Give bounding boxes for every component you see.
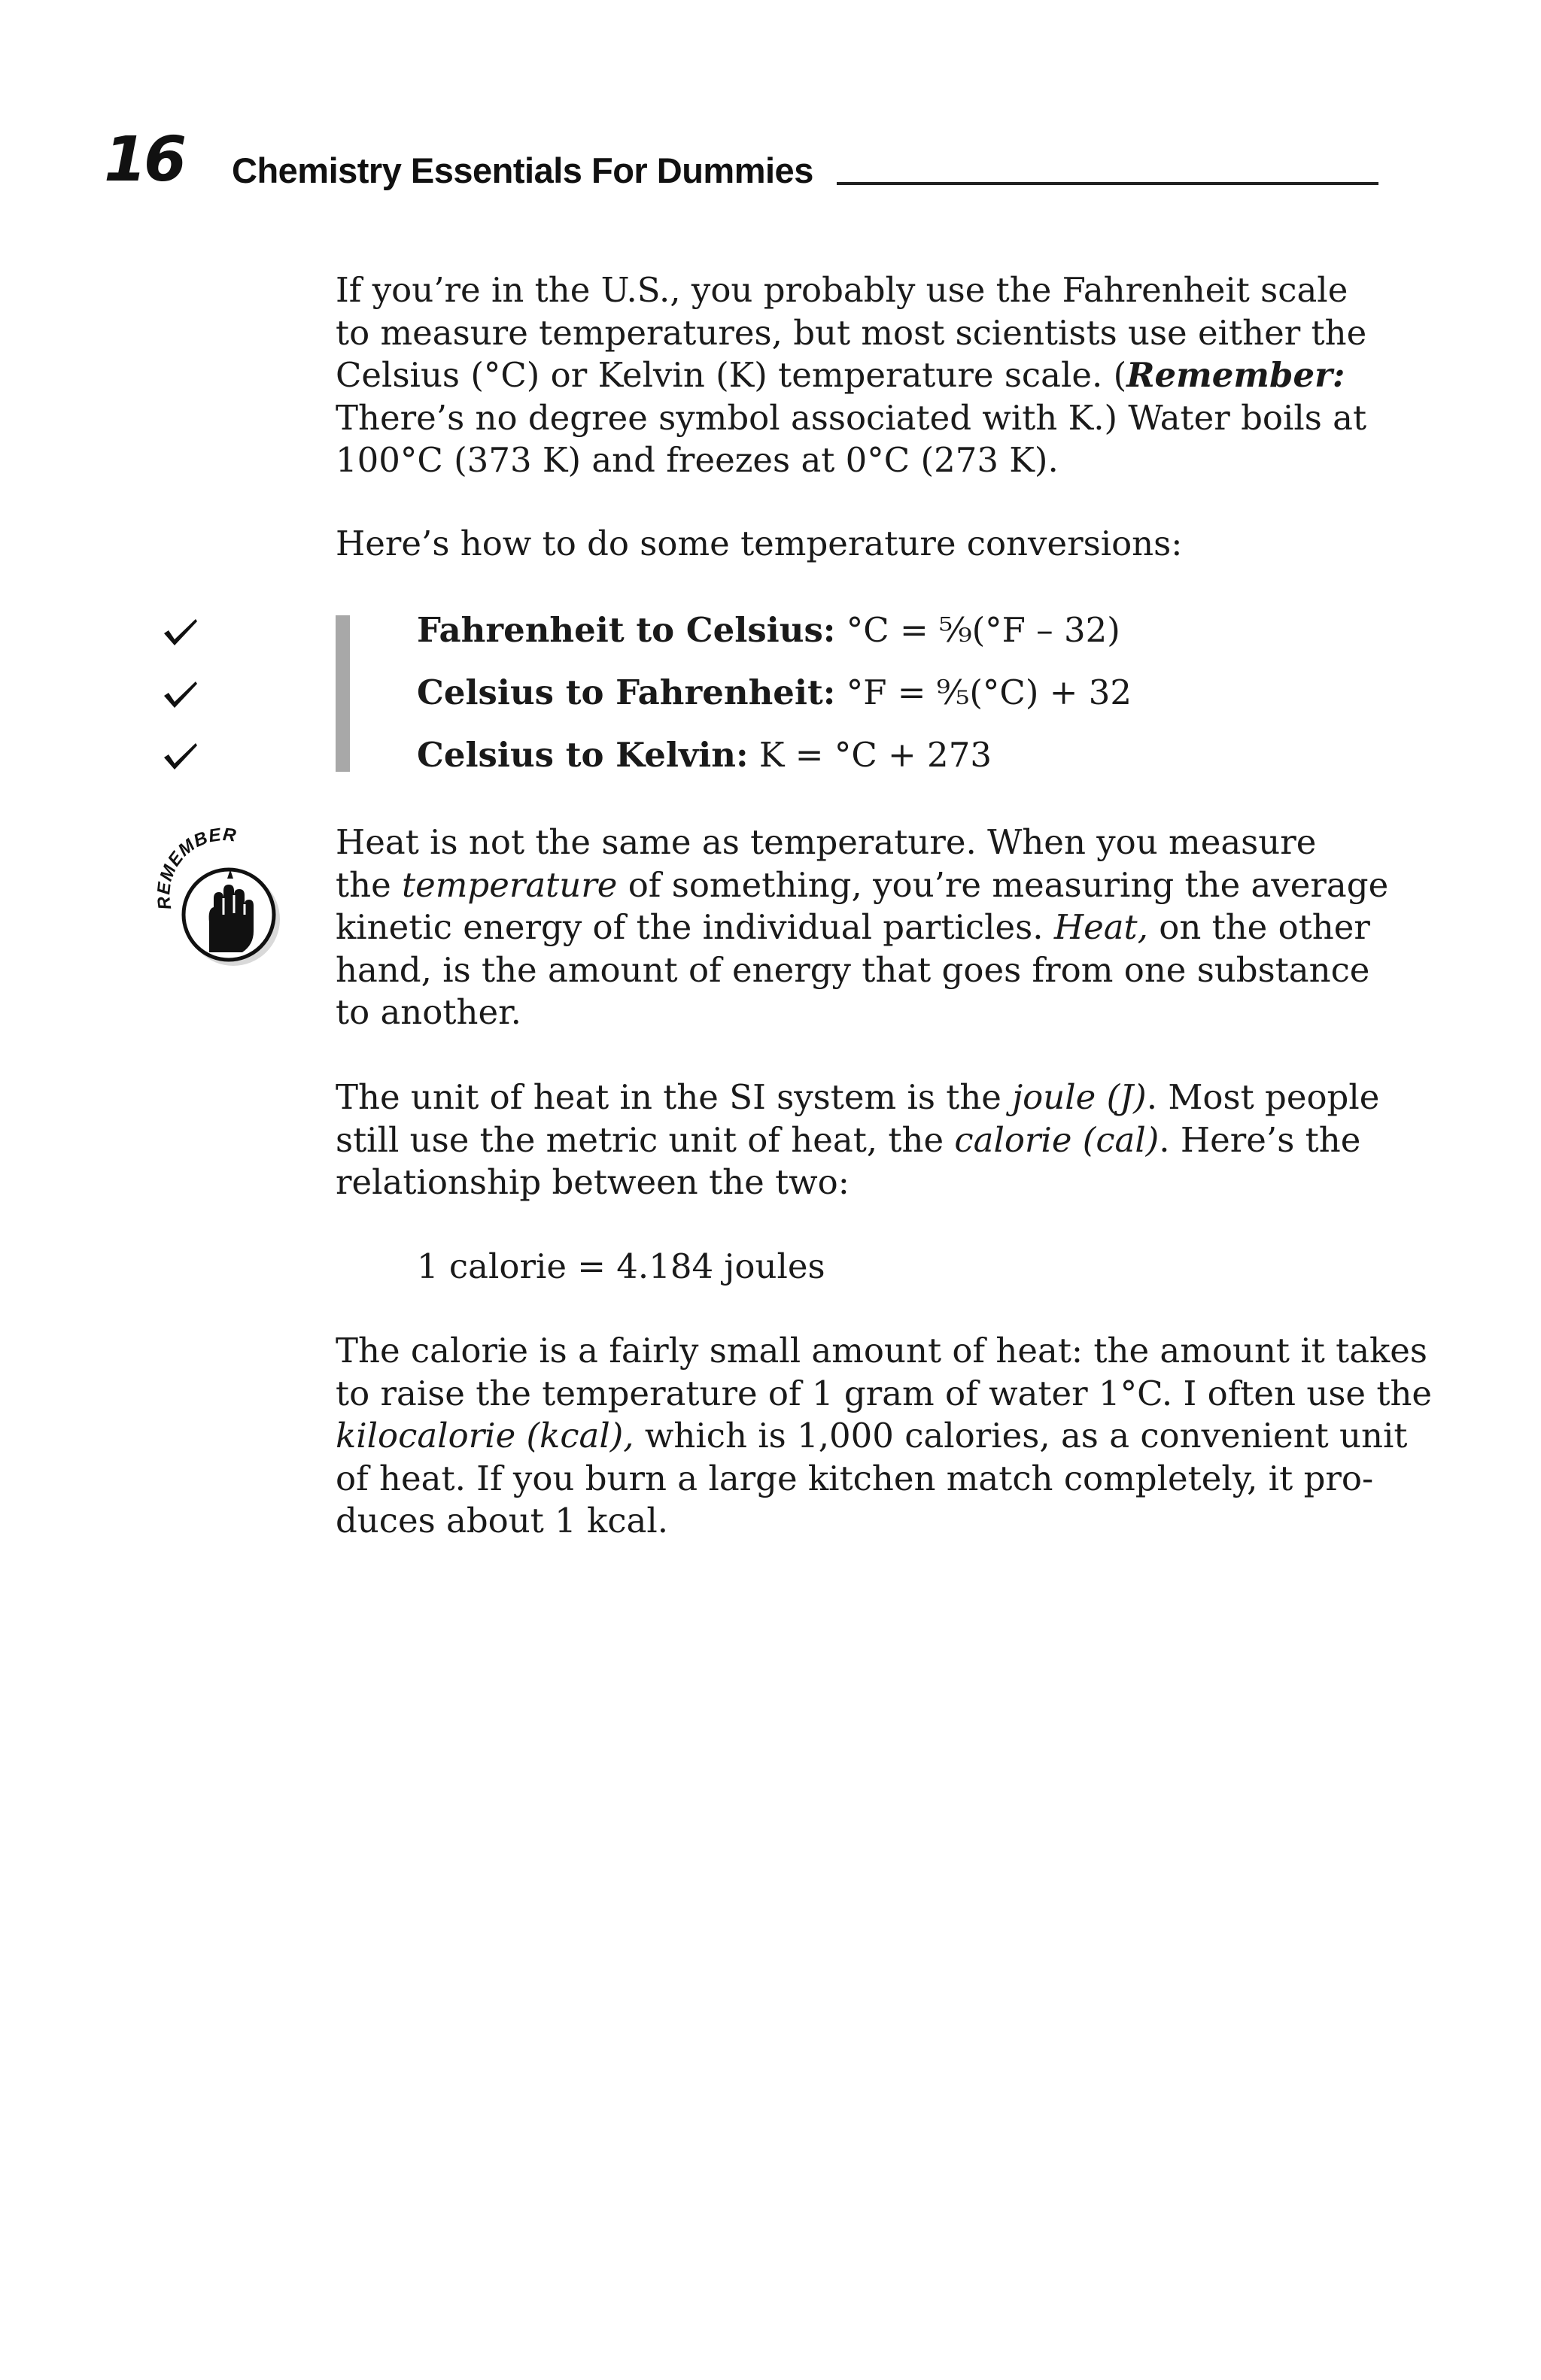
conversion-item xyxy=(417,672,1132,714)
text-line xyxy=(336,1076,1381,1119)
checkmark-icon xyxy=(163,679,199,709)
text-line: relationship between the two: xyxy=(336,1162,850,1202)
running-head: Chemistry Essentials For Dummies xyxy=(232,150,813,190)
text-line xyxy=(336,1415,1408,1458)
remember-emphasis: Remember: xyxy=(1126,355,1345,395)
text-span: The unit of heat in the SI system is the xyxy=(336,1077,1013,1117)
emphasis-term: kilocalorie (kcal), xyxy=(336,1416,634,1456)
text-line: to raise the temperature of 1 gram of water 1°C. I often use the xyxy=(336,1373,1433,1413)
conversion-formula: K = °C + 273 xyxy=(748,735,992,775)
text-line xyxy=(336,1119,1381,1162)
text-span: kinetic energy of the individual particles. xyxy=(336,907,1054,947)
text-span: Celsius (°C) or Kelvin (K) temperature scale. ( xyxy=(336,355,1127,395)
text-line: to measure temperatures, but most scientists use either the xyxy=(336,312,1367,353)
conversion-term: Celsius to Fahrenheit: xyxy=(417,672,836,712)
checkmark-icon xyxy=(163,617,199,647)
remember-hand-icon xyxy=(149,826,299,976)
text-line xyxy=(336,354,1381,397)
text-line: to another. xyxy=(336,992,521,1032)
list-side-bar xyxy=(336,615,350,772)
text-line: 100°C (373 K) and freezes at 0°C (273 K). xyxy=(336,440,1059,480)
text-line: If you’re in the U.S., you probably use the Fahrenheit scale xyxy=(336,270,1348,310)
text-span: . Most people xyxy=(1146,1077,1380,1117)
text-line: Here’s how to do some temperature conversions: xyxy=(336,524,1183,563)
conversion-term: Celsius to Kelvin: xyxy=(417,735,749,775)
paragraph-conversions-intro xyxy=(336,523,1381,566)
text-line xyxy=(336,864,1389,907)
text-line: Heat is not the same as temperature. When you measure xyxy=(336,822,1317,862)
conversion-formula: °C = ⁵⁄₉(°F – 32) xyxy=(835,610,1120,650)
checkmark-icon xyxy=(163,741,199,771)
conversion-formula: °F = ⁹⁄₅(°C) + 32 xyxy=(835,672,1132,712)
emphasis-term: calorie (cal) xyxy=(954,1119,1160,1160)
equation-text: 1 calorie = 4.184 joules xyxy=(417,1246,825,1286)
emphasis-term: Heat, xyxy=(1053,907,1148,947)
text-span: still use the metric unit of heat, the xyxy=(336,1119,955,1160)
text-line: There’s no degree symbol associated with K.) Water boils at xyxy=(336,397,1367,438)
text-line xyxy=(336,906,1381,949)
emphasis-term: joule (J) xyxy=(1012,1077,1147,1117)
conversion-term: Fahrenheit to Celsius: xyxy=(417,610,836,650)
calorie-joule-equation xyxy=(417,1246,1463,1289)
text-span: on the other xyxy=(1147,907,1370,947)
text-line: of heat. If you burn a large kitchen match completely, it pro- xyxy=(336,1458,1374,1498)
paragraph-temperature-scales xyxy=(336,269,1381,482)
paragraph-heat-units xyxy=(336,1076,1381,1204)
page-number: 16 xyxy=(104,124,184,196)
conversion-item xyxy=(417,609,1120,651)
emphasis-term: temperature xyxy=(402,864,618,905)
remember-label: REMEMBER xyxy=(153,826,238,911)
text-line: hand, is the amount of energy that goes from one substance xyxy=(336,949,1370,990)
text-line: The calorie is a fairly small amount of heat: the amount it takes xyxy=(336,1331,1428,1371)
header-rule xyxy=(837,182,1378,185)
text-span: the xyxy=(336,864,403,905)
page-header xyxy=(104,124,1378,196)
conversion-item xyxy=(417,734,992,776)
text-span: which is 1,000 calories, as a convenient unit xyxy=(634,1416,1408,1456)
paragraph-calorie-definition xyxy=(336,1330,1433,1543)
text-line: duces about 1 kcal. xyxy=(336,1501,669,1541)
text-span: of something, you’re measuring the average xyxy=(617,864,1389,905)
text-span: . Here’s the xyxy=(1159,1119,1361,1160)
paragraph-heat-vs-temperature xyxy=(336,821,1389,1034)
